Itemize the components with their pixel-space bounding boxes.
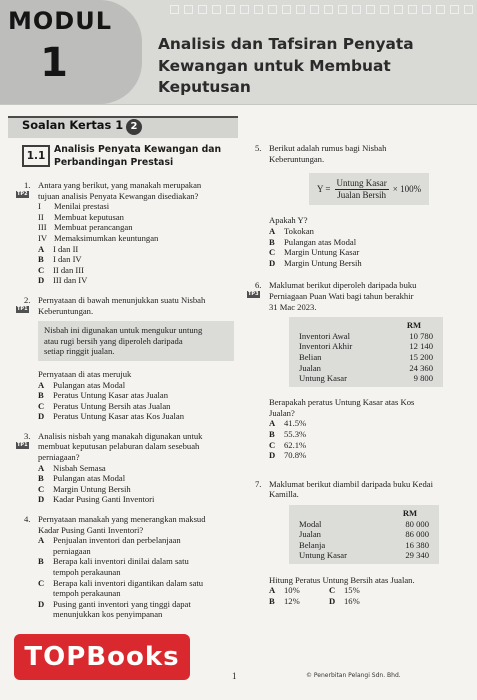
table-row: Inventori Awal 10 780: [299, 330, 433, 341]
option[interactable]: A I dan II: [38, 243, 79, 254]
table-row: Belanja 16 380: [299, 539, 429, 550]
left-column: [17, 180, 234, 629]
option[interactable]: C II dan III: [38, 264, 85, 275]
table-row: Untung Kasar 9 800: [299, 373, 433, 384]
module-header: [0, 0, 477, 105]
option[interactable]: D 16%: [329, 595, 360, 606]
data-table: RM Modal 80 000 Jualan 86 000 Belanja 16 380 Untung Kasar 29 340: [289, 505, 439, 564]
module-label: MODUL: [8, 7, 112, 35]
question-1: 1. TP2 Antara yang berikut, yang manakah merupakan tujuan analisis Penyata Kewangan disediakan? I Menilai prestasi II Membuat keputusan III Membuat perancangan IV Memaksimumkan keuntungan A I dan II B I dan IV C II dan III D III dan IV: [38, 180, 234, 286]
option[interactable]: A 10%: [269, 585, 300, 596]
option[interactable]: C Peratus Untung Bersih atas Jualan: [38, 400, 171, 411]
option[interactable]: B 12%: [269, 595, 300, 606]
option[interactable]: D III dan IV: [38, 275, 88, 286]
option[interactable]: B Berapa kali inventori dinilai dalam satu tempoh perakaunan: [38, 556, 189, 577]
tp-badge: TP1: [17, 305, 28, 312]
option[interactable]: B 55.3%: [269, 429, 307, 440]
option[interactable]: C 62.1%: [269, 439, 307, 450]
question-3: 3. TP1 Analisis nisbah yang manakah digunakan untuk membuat keputusan pelaburan dalam sesebuah perniagaan? A Nisbah Semasa B Pulangan atas Modal C Margin Untung Bersih D Kadar Pusing Ganti Inventori: [38, 431, 234, 505]
subsection-title: Analisis Penyata Kewangan dan Perbandingan Prestasi: [54, 144, 222, 168]
tp-badge: TP3: [248, 291, 259, 298]
option[interactable]: A Penjualan inventori dan perbelanjaan perniagaan: [38, 535, 181, 556]
statement-box: Nisbah ini digunakan untuk mengukur untung atau rugi bersih yang diperoleh daripada setiap ringgit jualan.: [38, 321, 234, 361]
table-row: Belian 15 200: [299, 351, 433, 362]
option[interactable]: C Margin Untung Bersih: [38, 483, 131, 494]
option[interactable]: C Berapa kali inventori digantikan dalam satu tempoh perakaunan: [38, 577, 204, 599]
subsection-number: 1.1: [22, 145, 50, 167]
option[interactable]: B Peratus Untung Kasar atas Jualan: [38, 390, 169, 401]
chapter-title: Analisis dan Tafsiran Penyata Kewangan untuk Membuat Keputusan: [158, 35, 414, 96]
question-6: 6. TP3 Maklumat berikut diperoleh daripada buku Perniagaan Puan Wati bagi tahun berakhir 31 Mac 2023. RM Inventori Awal 10 780 Inventori Akhir 12 140 Belian 15 200 Jualan 24 360 Untung Kasar 9 800 Berapakah peratus Untung Kasar atas Kos Jualan? A 41.5% B 55.3% C 62.1% D 70.8%: [269, 280, 459, 461]
table-row: Inventori Akhir 12 140: [299, 341, 433, 352]
question-4: 4. Pernyataan manakah yang menerangkan maksud Kadar Pusing Ganti Inventori? A Penjualan inventori dan perbelanjaan perniagaan B Berapa kali inventori dinilai dalam satu tempoh perakaunan C Berapa kali inventori digantikan dalam satu tempoh perakaunan D Pusing ganti inventori yang tinggi dapat menunjukkan kos penyimpanan: [38, 514, 234, 620]
question-2: 2. TP1 Pernyataan di bawah menunjukkan suatu Nisbah Keberuntungan. Nisbah ini digunakan untuk mengukur untung atau rugi bersih yang diperoleh daripada setiap ringgit jualan. Pernyataan di atas merujuk A Pulangan atas Modal B Peratus Untung Kasar atas Jualan C Peratus Untung Bersih atas Jualan D Peratus Untung Kasar atas Kos Jualan: [38, 295, 234, 422]
page-number: 1: [232, 671, 237, 681]
module-number: 1: [40, 40, 68, 86]
option[interactable]: B Pulangan atas Modal: [269, 236, 357, 247]
option[interactable]: D 70.8%: [269, 450, 307, 461]
option[interactable]: C 15%: [329, 585, 360, 596]
watermark-logo: TOPBooks: [14, 634, 190, 680]
table-row: Modal 80 000: [299, 518, 429, 529]
question-7: 7. Maklumat berikut diambil daripada buku Kedai Kamilla. RM Modal 80 000 Jualan 86 000 Belanja 16 380 Untung Kasar 29 340 Hitung Peratus Untung Bersih atas Jualan. A 10% C 15% B 12% D 16%: [269, 479, 459, 607]
data-table: RM Inventori Awal 10 780 Inventori Akhir 12 140 Belian 15 200 Jualan 24 360 Untung Kasar 9 800: [289, 317, 443, 387]
option[interactable]: C Margin Untung Kasar: [269, 247, 360, 258]
question-5: 5. Berikut adalah rumus bagi Nisbah Keberuntungan. Y = $\frac{\text{Untung Kasar}}{\text{Jualan Bersih}}$ × 100% Apakah Y? A Tokokan B Pulangan atas Modal C Margin Untung Kasar D Margin Untung Bersih: [269, 143, 459, 268]
option[interactable]: D Pusing ganti inventori yang tinggi dapat menunjukkan kos penyimpanan: [38, 598, 191, 620]
paper-number-icon: 2: [126, 119, 142, 135]
option[interactable]: A Tokokan: [269, 225, 314, 236]
decorative-squares: [170, 5, 477, 14]
option[interactable]: A 41.5%: [269, 418, 307, 429]
table-row: Jualan 24 360: [299, 362, 433, 373]
section-title: Soalan Kertas 1: [22, 118, 124, 132]
formula-box: Y = $\frac{\text{Untung Kasar}}{\text{Jualan Bersih}}$ × 100%: [309, 173, 429, 205]
option[interactable]: A Pulangan atas Modal: [38, 379, 126, 390]
tp-badge: TP2: [17, 191, 28, 197]
option[interactable]: B I dan IV: [38, 254, 82, 265]
tp-badge: TP1: [17, 441, 28, 448]
right-column: [248, 143, 459, 615]
copyright: © Penerbitan Pelangi Sdn. Bhd.: [306, 672, 401, 679]
table-row: Jualan 86 000: [299, 529, 429, 540]
option[interactable]: A Nisbah Semasa: [38, 462, 106, 473]
option[interactable]: D Peratus Untung Kasar atas Kos Jualan: [38, 411, 185, 422]
option[interactable]: B Pulangan atas Modal: [38, 473, 126, 484]
table-row: Untung Kasar 29 340: [299, 550, 429, 561]
option[interactable]: D Kadar Pusing Ganti Inventori: [38, 494, 155, 505]
option[interactable]: D Margin Untung Bersih: [269, 257, 362, 268]
